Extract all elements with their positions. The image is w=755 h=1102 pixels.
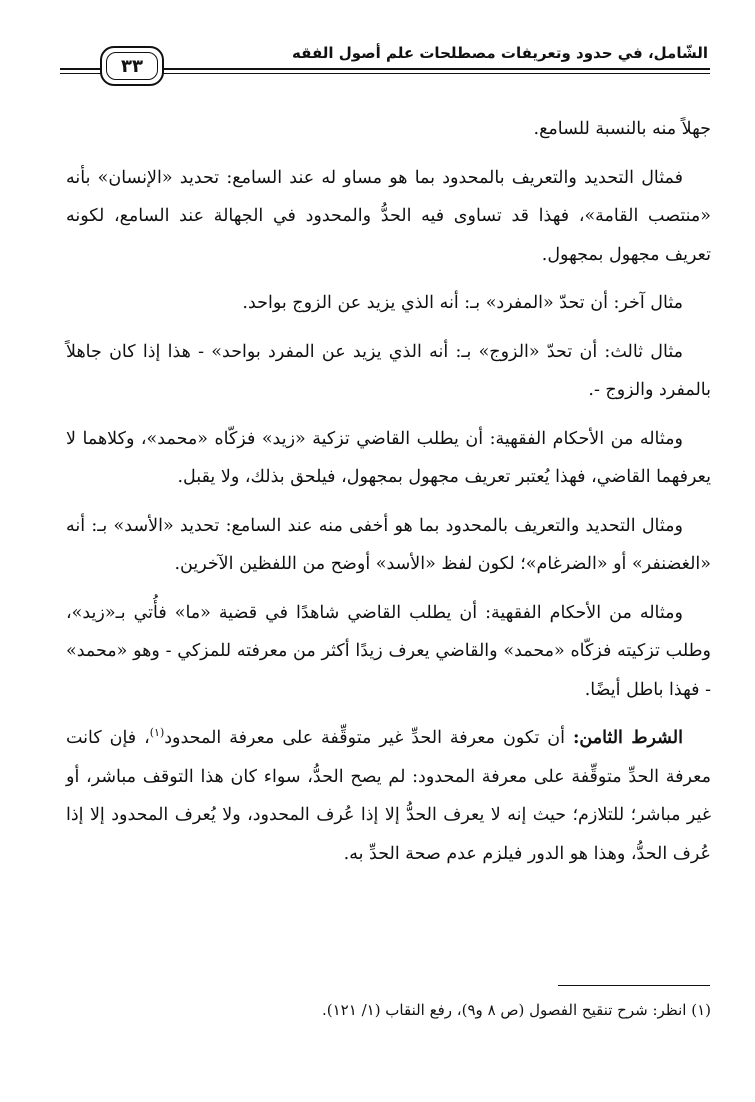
condition-text-a: أن تكون معرفة الحدِّ غير متوقِّفة على معرفة المحدود [164, 728, 566, 748]
header-rule-left-bottom [60, 73, 104, 74]
paragraph: مثال آخر: أن تحدّ «المفرد» بـ: أنه الذي يزيد عن الزوج بواحد. [242, 293, 683, 313]
paragraph: ومثال التحديد والتعريف بالمحدود بما هو أخفى منه عند السامع: تحديد «الأسد» بـ: أنه «الغضنفر» أو «الضرغام»؛ لكون لفظ «الأسد» أوضح من اللفظين الآخرين. [66, 515, 711, 574]
running-title: الشّامل، في حدود وتعريفات مصطلحات علم أصول الفقه [292, 44, 708, 62]
page-header [60, 40, 710, 110]
header-rule-left-top [60, 68, 104, 70]
paragraph: مثال ثالث: أن تحدّ «الزوج» بـ: أنه الذي يزيد عن المفرد بواحد» - هذا إذا كان جاهلاً بالمفرد والزوج -. [66, 341, 711, 400]
page-number: ٣٣ [121, 55, 143, 77]
footnote-separator [558, 985, 710, 986]
header-rule-bottom [160, 73, 710, 74]
footnote-reference[interactable]: (١) [149, 726, 165, 740]
paragraph: فمثال التحديد والتعريف بالمحدود بما هو مساو له عند السامع: تحديد «الإنسان» بأنه «منتصب القامة»، فهذا قد تساوى فيه الحدُّ والمحدود في الجهالة عند السامع، لكونه تعريف مجهول بمجهول. [66, 167, 711, 265]
condition-text-b: ، فإن كانت معرفة الحدِّ متوقِّفة على معرفة المحدود: لم يصح الحدُّ، سواء كان هذا التوقف مباشر، أو غير مباشر؛ للتلازم؛ حيث إنه لا يعرف الحدُّ إلا إذا عُرف المحدود، ولا يُعرف المحدود إلا إذا عُرف الحدُّ، وهذا هو الدور فيلزم عدم صحة الحدِّ به. [66, 728, 711, 864]
paragraph: جهلاً منه بالنسبة للسامع. [533, 119, 711, 139]
paragraph: ومثاله من الأحكام الفقهية: أن يطلب القاضي شاهدًا في قضية «ما» فأُتي بـ«زيد»، وطلب تزكيته فزكّاه «محمد» والقاضي يعرف زيدًا أكثر من معرفته للمزكي - وهو «محمد» - فهذا باطل أيضًا. [66, 602, 711, 700]
footnote [66, 997, 711, 1023]
paragraph: ومثاله من الأحكام الفقهية: أن يطلب القاضي تزكية «زيد» فزكّاه «محمد»، وكلاهما لا يعرفهما القاضي، فهذا يُعتبر تعريف مجهول بمجهول، فيلحق بذلك، ولا يقبل. [66, 428, 711, 487]
footnote-number: (١) [691, 1001, 711, 1019]
condition-paragraph [66, 719, 711, 873]
header-rule-top [160, 68, 710, 70]
condition-title: الشرط الثامن: [572, 728, 683, 748]
footnote-text: انظر: شرح تنقيح الفصول (ص ٨ و٩)، رفع النقاب (١/ ١٢١). [322, 1001, 687, 1019]
page-number-badge [100, 46, 164, 86]
page-body [66, 110, 711, 883]
